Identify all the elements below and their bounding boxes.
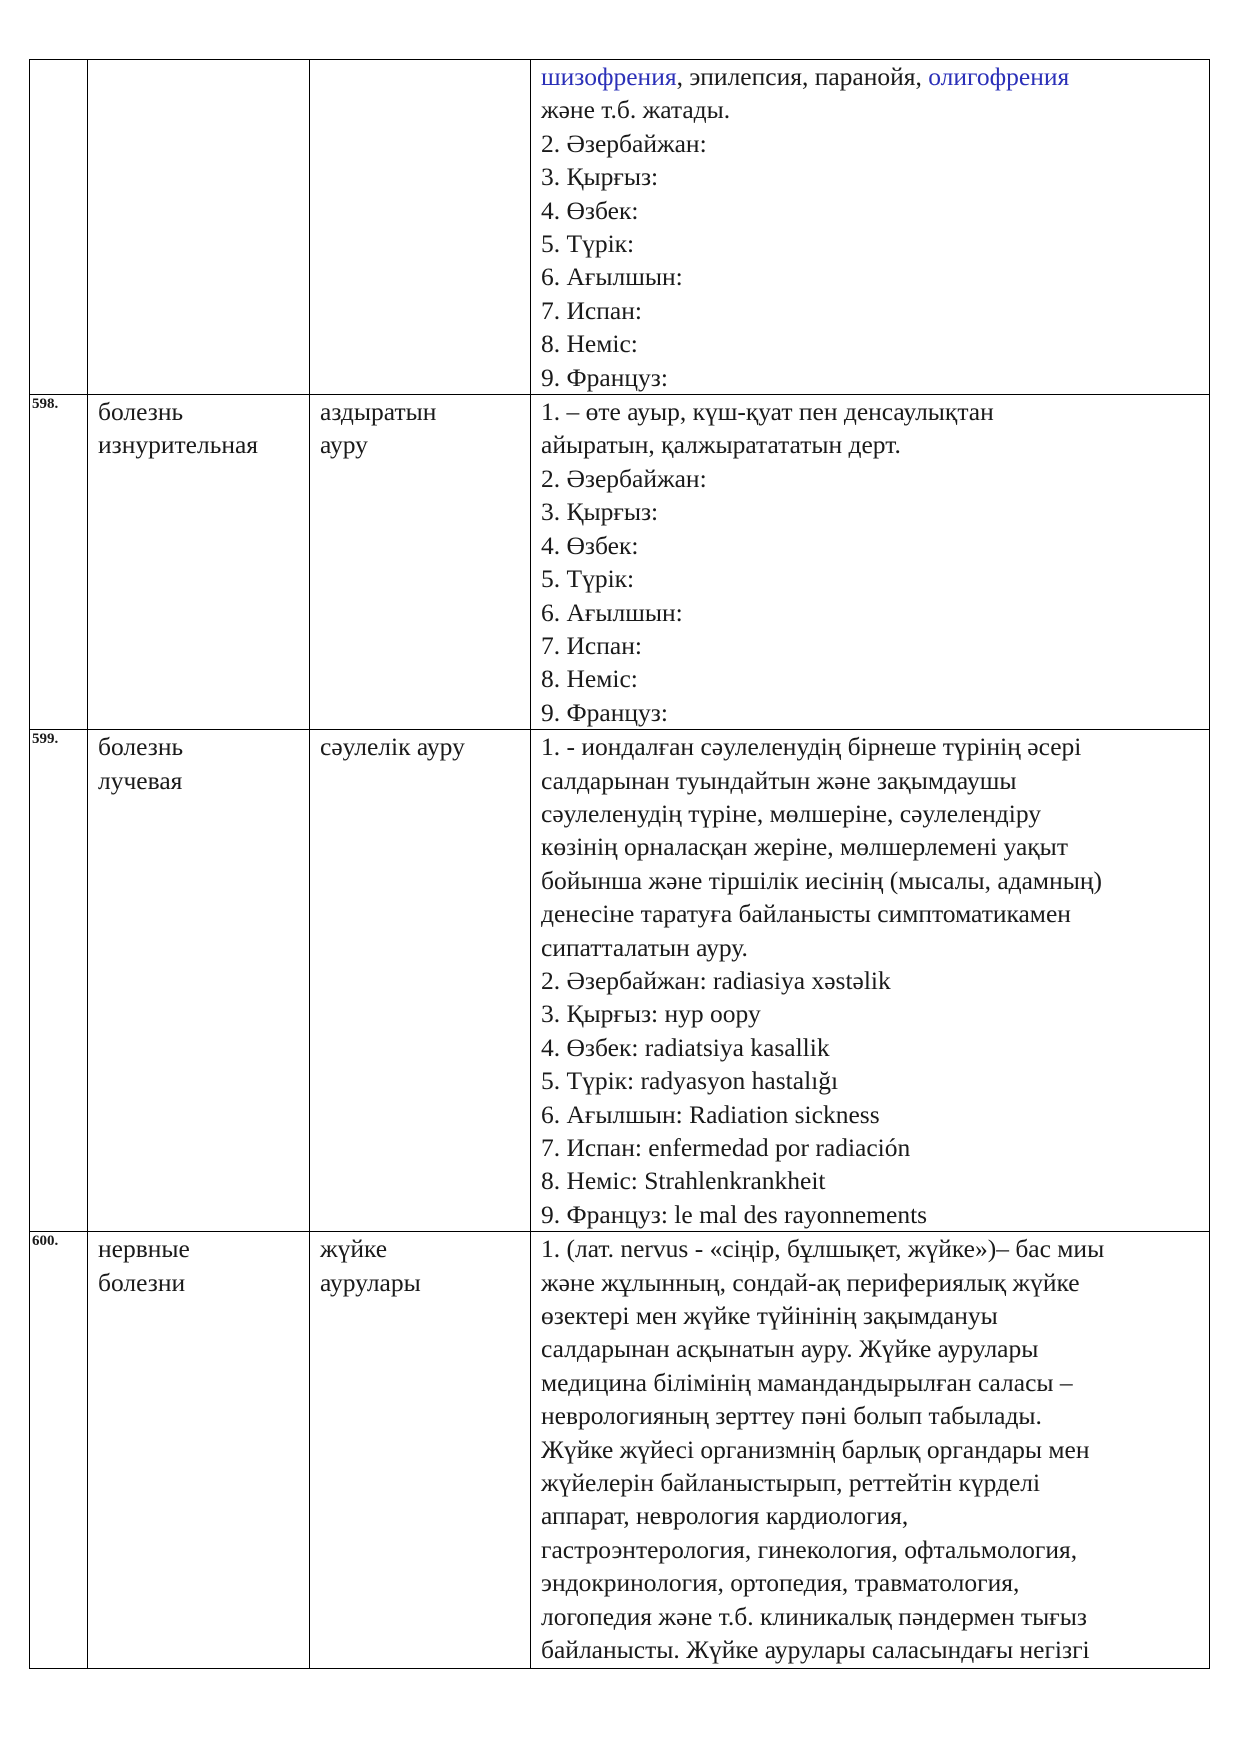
definition-line: сипатталатын ауру. [541, 932, 748, 962]
definition-line: 9. Француз: [541, 697, 668, 727]
russian-term-cell [88, 730, 310, 1232]
definition-line: 7. Испан: enfermedad por radiación [541, 1133, 911, 1162]
definition-line: 1. – өте ауыр, күш-қуат пен денсаулықтан [541, 397, 994, 427]
kazakh-term-line: сәулелік ауру [320, 732, 465, 762]
kazakh-term-line: жүйке [320, 1234, 388, 1264]
definition-cell [531, 395, 1210, 730]
definition-line: 6. Ағылшын: Radiation sickness [541, 1099, 880, 1129]
kazakh-term-cell [310, 60, 531, 395]
definition-line: 7. Испан: [541, 295, 642, 325]
definition-line: 4. Өзбек: [541, 195, 639, 225]
glossary-table [29, 59, 1210, 1669]
definition-line: 9. Француз: le mal des rayonnements [541, 1199, 928, 1229]
russian-term-line: болезнь [98, 397, 184, 427]
entry-number: 599. [30, 730, 88, 1232]
definition-line: және жұлынның, сондай-ақ перифериялық жүйке [541, 1267, 1080, 1297]
russian-term-cell [88, 1232, 310, 1669]
kazakh-term-cell [310, 730, 531, 1232]
definition-line: байланысты. Жүйке аурулары саласындағы негізгі [541, 1635, 1090, 1665]
definition-line: бойынша және тіршілік иесінің (мысалы, адамның) [541, 865, 1102, 895]
definition-cell [531, 730, 1210, 1232]
definition-line: салдарынан асқынатын ауру. Жүйке аурулары [541, 1334, 1039, 1364]
table-row [30, 1232, 1210, 1669]
kazakh-term-line: аздыратын [320, 397, 437, 427]
definition-line: 3. Қырғыз: [541, 497, 659, 527]
definition-line: 6. Ағылшын: [541, 262, 683, 292]
definition-line: медицина білімінің мамандандырылған саласы – [541, 1367, 1073, 1397]
definition-line: 7. Испан: [541, 630, 642, 660]
entry-number-cell [30, 60, 88, 395]
russian-term-line: нервные [98, 1234, 190, 1264]
table-row [30, 395, 1210, 730]
definition-line: 9. Француз: [541, 362, 668, 392]
definition-line: айыратын, қалжыратататын дерт. [541, 430, 901, 460]
definition-line: 2. Әзербайжан: radiasiya xəstəlik [541, 965, 891, 995]
table-row [30, 730, 1210, 1232]
definition-line: салдарынан туындайтын және зақымдаушы [541, 765, 1017, 795]
definition-line: Жүйке жүйесі организмнің барлық органдары мен [541, 1434, 1090, 1464]
entry-number: 600. [30, 1232, 88, 1669]
definition-line: 8. Неміс: Strahlenkrankheit [541, 1166, 826, 1196]
definition-line: 8. Неміс: [541, 664, 638, 694]
definition-line: логопедия және т.б. клиникалық пәндермен тығыз [541, 1601, 1087, 1631]
russian-term-line: изнурительная [98, 430, 259, 460]
kazakh-term-line: ауру [320, 430, 368, 460]
kazakh-term-line: аурулары [320, 1267, 421, 1297]
russian-term-line: болезни [98, 1267, 186, 1297]
definition-line: 5. Түрік: [541, 564, 635, 594]
definition-line: денесіне таратуға байланысты симптоматикамен [541, 899, 1071, 929]
definition-line: гастроэнтерология, гинекология, офтальмология, [541, 1534, 1078, 1564]
definition-line: 2. Әзербайжан: [541, 128, 707, 158]
definition-line: 1. (лат. nervus - «сіңір, бұлшықет, жүйке»)– бас миы [541, 1234, 1105, 1264]
kazakh-term-cell [310, 1232, 531, 1669]
definition-line: 3. Қырғыз: [541, 162, 659, 192]
russian-term-line: лучевая [98, 765, 183, 795]
definition-line: шизофрения, эпилепсия, паранойя, олигофрения [541, 62, 1070, 91]
russian-term-line: болезнь [98, 732, 184, 762]
definition-line: 3. Қырғыз: нур оору [541, 999, 761, 1029]
term-link[interactable]: олигофрения [928, 62, 1070, 91]
definition-line: 5. Түрік: [541, 229, 635, 259]
definition-line: 4. Өзбек: [541, 530, 639, 560]
definition-line: 4. Өзбек: radiatsiya kasallik [541, 1032, 830, 1062]
definition-line: 2. Әзербайжан: [541, 463, 707, 493]
definition-line: көзінің орналасқан жеріне, мөлшерлемені уақыт [541, 832, 1068, 862]
definition-line: 8. Неміс: [541, 329, 638, 359]
definition-line: және т.б. жатады. [541, 95, 731, 125]
definition-line: аппарат, неврология кардиология, [541, 1501, 909, 1531]
definition-line: 5. Түрік: radyasyon hastalığı [541, 1066, 839, 1096]
definition-line: жүйелерін байланыстырып, реттейтін күрделі [541, 1468, 1041, 1498]
definition-cell [531, 60, 1210, 395]
table-row [30, 60, 1210, 395]
definition-line: 6. Ағылшын: [541, 597, 683, 627]
definition-line: эндокринология, ортопедия, травматология, [541, 1568, 1020, 1598]
definition-line: 1. - иондалған сәулеленудің бірнеше түрінің әсері [541, 732, 1082, 762]
russian-term-cell [88, 60, 310, 395]
kazakh-term-cell [310, 395, 531, 730]
definition-line: өзектері мен жүйке түйінінің зақымдануы [541, 1301, 998, 1331]
definition-line: неврологияның зерттеу пәні болып табылады. [541, 1401, 1042, 1431]
russian-term-cell [88, 395, 310, 730]
term-link[interactable]: шизофрения [541, 62, 677, 91]
entry-number: 598. [30, 395, 88, 730]
definition-line: сәулеленудің түріне, мөлшеріне, сәулелендіру [541, 798, 1042, 828]
definition-cell [531, 1232, 1210, 1669]
